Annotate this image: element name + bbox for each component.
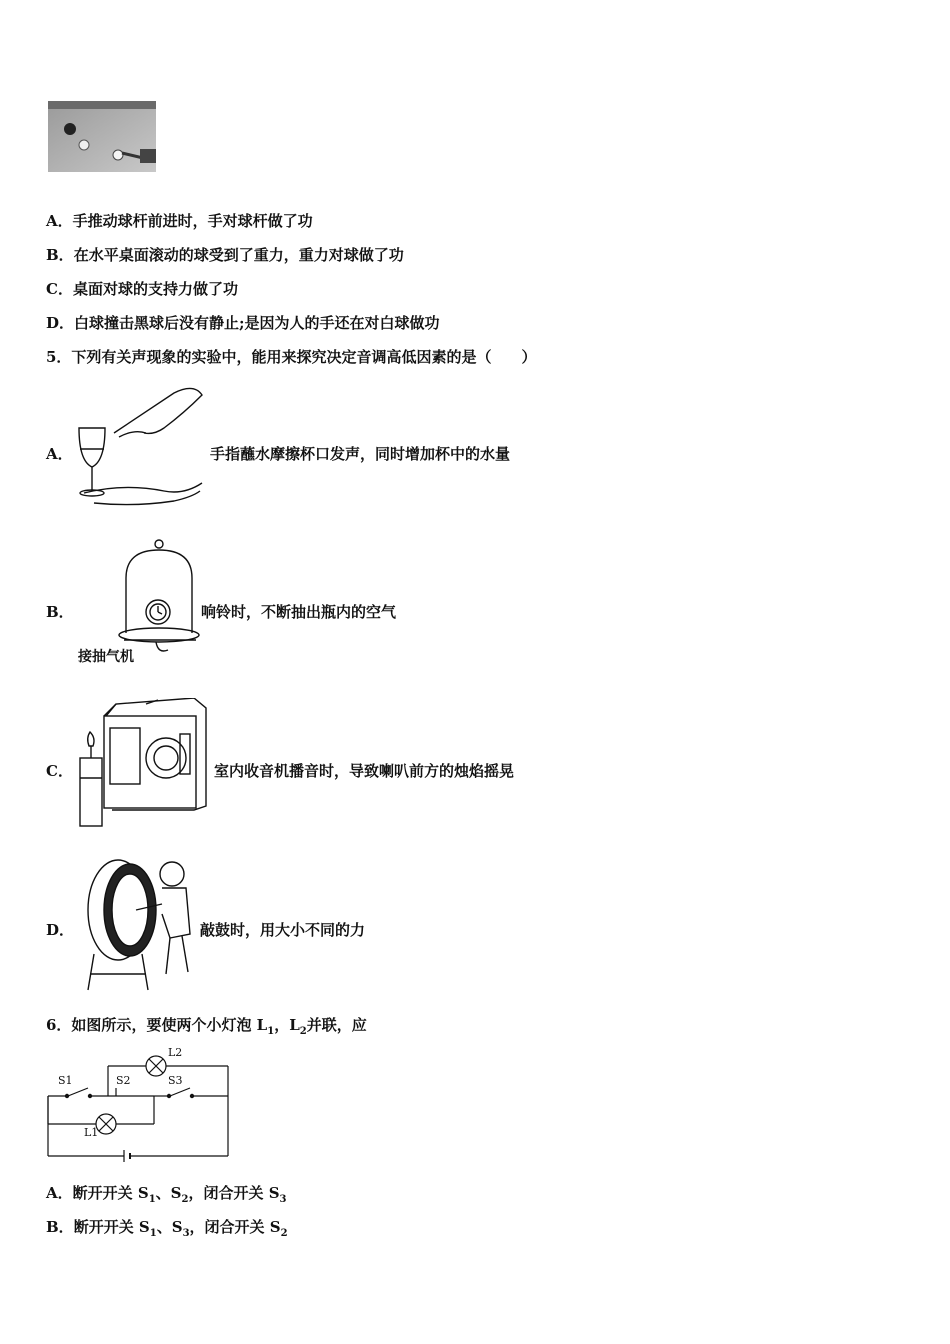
option-label: B．	[46, 246, 74, 264]
l1-label: L1	[84, 1126, 99, 1139]
s3-label: S3	[168, 1074, 183, 1087]
q5-option-d-label: D．	[46, 921, 75, 939]
q5-option-a-text: 手指蘸水摩擦杯口发声，同时增加杯中的水量	[210, 445, 511, 463]
q5-stem: 5．下列有关声现象的实验中，能用来探究决定音调高低因素的是（ ）	[46, 348, 537, 366]
option-text: 手推动球杆前进时，手对球杆做了功	[72, 212, 313, 230]
radio-candle-figure	[76, 698, 210, 830]
s1-label: S1	[58, 1074, 73, 1087]
billiards-photo	[48, 101, 156, 172]
q5-option-c-text: 室内收音机播音时，导致喇叭前方的烛焰摇晃	[214, 762, 515, 780]
wine-glass-figure	[74, 383, 204, 513]
q4-option-c	[46, 279, 238, 299]
q4-option-a	[46, 211, 313, 231]
option-text: 白球撞击黑球后没有静止;是因为人的手还在对白球做功	[74, 314, 440, 332]
l2-label: L2	[168, 1046, 183, 1059]
circuit-diagram	[44, 1046, 234, 1164]
option-text: 桌面对球的支持力做了功	[72, 280, 238, 298]
drum-figure	[78, 854, 196, 992]
option-label: C．	[46, 280, 73, 298]
q5-option-c-label: C．	[46, 762, 73, 780]
s2-label: S2	[116, 1074, 131, 1087]
q5-option-b-label: B．	[46, 603, 74, 621]
q6-option-a: A．断开开关 $S_1$、$S_2$，闭合开关 $S_3$	[46, 1184, 287, 1205]
bell-jar-figure	[76, 538, 206, 670]
option-label: A．	[46, 212, 73, 230]
vacuum-pump-caption: 接抽气机	[78, 649, 134, 665]
q6-option-b: B．断开开关 $S_1$、$S_3$，闭合开关 $S_2$	[46, 1218, 288, 1239]
option-label: D．	[46, 314, 75, 332]
q5-option-d-text: 敲鼓时，用大小不同的力	[200, 921, 366, 939]
q5-option-a-label: A．	[46, 445, 73, 463]
q4-option-b	[46, 245, 404, 265]
q5-option-b-text: 响铃时，不断抽出瓶内的空气	[201, 603, 397, 621]
option-text: 在水平桌面滚动的球受到了重力，重力对球做了功	[73, 246, 404, 264]
q6-stem: 6．如图所示，要使两个小灯泡 $L_1$，$L_2$并联，应	[46, 1016, 367, 1037]
q4-option-d	[46, 313, 440, 333]
